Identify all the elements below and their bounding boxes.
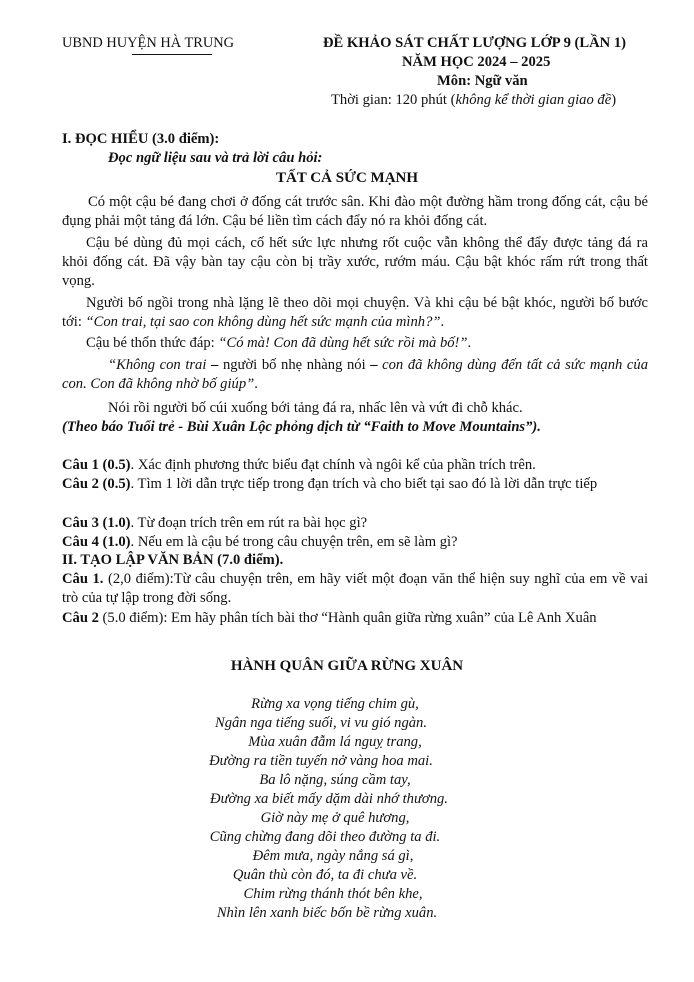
question-2 [62,475,648,494]
question-1-label: Câu 1 (0.5) [62,457,131,473]
question-3-label: Câu 3 (1.0) [62,515,131,531]
story-paragraph-3 [62,294,648,332]
question-2-label: Câu 2 (0.5) [62,476,131,492]
poem-line: Quân thù còn đó, ta đi chưa về. [232,867,418,883]
p5-dash-2: – [365,357,383,373]
writing-question-1 [62,570,648,608]
story-paragraph-2: Cậu bé dùng đủ mọi cách, cố hết sức lực nhưng rốt cuộc vẫn không thể đẩy được tảng đá ra khỏi đống cát. Đã vậy bàn tay cậu còn bị trầy xước, rướm máu. Cậu bật khóc rấm rứt trong thất vọng. [62,235,648,289]
poem-line: Nhìn lên xanh biếc bốn bề rừng xuân. [216,905,438,921]
authority-underline [132,54,212,55]
poem-line: Rừng xa vọng tiếng chim gù, [251,696,419,712]
issuing-authority: UBND HUYỆN HÀ TRUNG [62,35,235,51]
writing-question-1-label: Câu 1. [62,571,104,587]
story-paragraph-4 [62,334,648,353]
story-title: TẤT CẢ SỨC MẠNH [275,170,419,186]
p5-narration: người bố nhẹ nhàng nói [222,357,366,373]
school-year: NĂM HỌC 2024 – 2025 [402,54,551,70]
question-3 [62,514,367,533]
story-paragraph-1: Có một cậu bé đang chơi ở đống cát trước sân. Khi đào một đường hầm trong đống cát, cậu bé đụng phải một tảng đá lớn. Cậu bé liền tìm cách đẩy nó ra khỏi đống cát. [62,194,648,229]
reading-instruction: Đọc ngữ liệu sau và trả lời câu hỏi: [108,150,323,166]
poem-line: Ba lô nặng, súng cầm tay, [259,772,411,788]
part1-heading: I. ĐỌC HIỂU (3.0 điểm): [62,131,220,147]
story-paragraph-5 [62,356,648,394]
question-4 [62,533,458,552]
story-paragraph-6: Nói rồi người bố cúi xuống bới tảng đá ra, nhấc lên và vứt đi chỗ khác. [108,400,523,416]
writing-question-2-text: (5.0 điểm): Em hãy phân tích bài thơ “Hành quân giữa rừng xuân” của Lê Anh Xuân [98,610,597,626]
time-note: không kể thời gian giao đề [455,92,612,108]
writing-question-2 [62,609,648,628]
p4-narration: Cậu bé thổn thức đáp: [86,335,219,351]
p3-end: . [440,314,445,330]
part2-heading: II. TẠO LẬP VĂN BẢN (7.0 điểm). [62,552,284,568]
writing-question-1-text: (2,0 điểm):Từ câu chuyện trên, em hãy viết một đoạn văn thể hiện suy nghĩ của em về vai trò của tự lập trong đời sống. [62,571,649,606]
p5-dash-1: – [206,357,223,373]
p5-quote-1: “Không con trai [108,357,207,373]
question-4-label: Câu 4 (1.0) [62,534,131,550]
question-2-text: . Tìm 1 lời dẫn trực tiếp trong đạn trích và cho biết tại sao đó là lời dẫn trực tiếp [130,476,598,492]
time-allowed [331,91,616,110]
writing-question-2-label: Câu 2 [62,610,99,626]
poem-line: Đường xa biết mấy dặm dài nhớ thương. [210,791,448,807]
poem-line: Mùa xuân đẫm lá nguỵ trang, [248,734,422,750]
question-1 [62,456,536,475]
question-4-text: . Nếu em là cậu bé trong câu chuyện trên, em sẽ làm gì? [130,534,458,550]
poem-line: Chim rừng thánh thót bên khe, [243,886,423,902]
poem-line: Cũng chừng đang dõi theo đường ta đi. [209,829,441,845]
poem-line: Đêm mưa, ngày nắng sá gì, [252,848,414,864]
p5-quote-2: con đã không dùng đến tất cả sức mạnh của con. Con đã không nhờ bố giúp” [62,357,648,392]
p4-end: . [467,335,472,351]
question-3-text: . Từ đoạn trích trên em rút ra bài học gì? [130,515,368,531]
story-source: (Theo báo Tuổi trẻ - Bùi Xuân Lộc phỏng dịch từ “Faith to Move Mountains”). [62,419,541,435]
exam-title: ĐỀ KHẢO SÁT CHẤT LƯỢNG LỚP 9 (LẦN 1) [323,35,626,51]
poem-title: HÀNH QUÂN GIỮA RỪNG XUÂN [230,658,464,674]
question-1-text: . Xác định phương thức biểu đạt chính và ngôi kể của phần trích trên. [130,457,536,473]
p3-narration: Người bố ngồi trong nhà lặng lẽ theo dõi mọi chuyện. Và khi cậu bé bật khóc, người bố bước tới: [62,295,648,330]
poem-line: Đường ra tiền tuyến nở vàng hoa mai. [209,753,433,769]
p4-quote: “Có mà! Con đã dùng hết sức rồi mà bố!” [218,335,468,351]
p5-end: . [254,376,258,392]
subject: Môn: Ngữ văn [437,73,528,89]
poem-line: Ngân nga tiếng suối, vi vu gió ngàn. [214,715,427,731]
p3-quote: “Con trai, tại sao con không dùng hết sức mạnh của mình?” [85,314,441,330]
poem-line: Giờ này mẹ ở quê hương, [260,810,410,826]
time-label: Thời gian: 120 phút ( [331,92,456,108]
time-close: ) [611,92,617,108]
